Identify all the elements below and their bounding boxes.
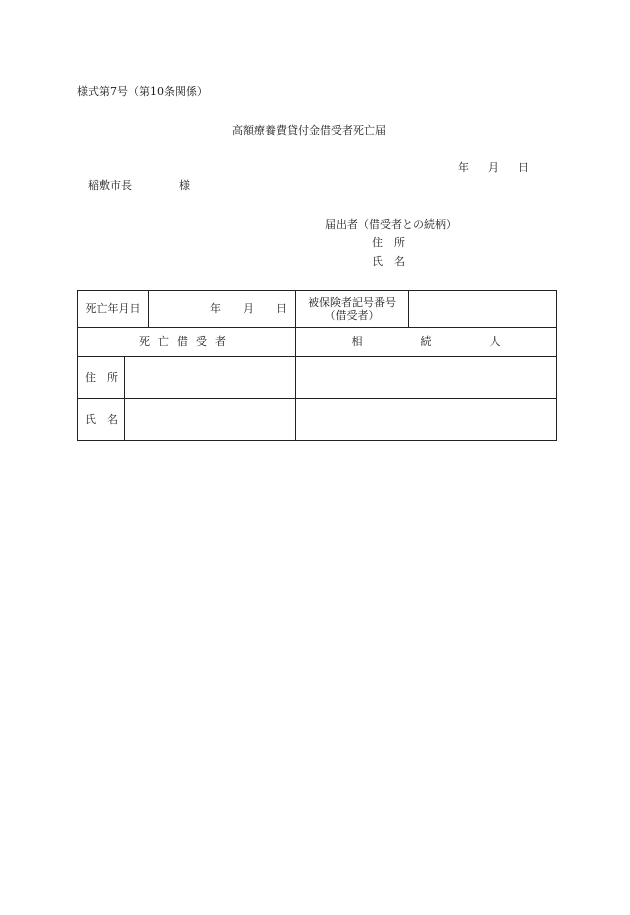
name-label: 氏 名 [78, 399, 125, 441]
applicant-address-label: 住 所 [372, 236, 405, 249]
death-notice-table [77, 290, 557, 441]
addressee [88, 180, 190, 191]
day-label: 日 [518, 161, 529, 174]
applicant-label: 届出者（借受者との続柄） [325, 218, 457, 231]
table-row [78, 357, 557, 399]
addressee-honorific: 様 [179, 179, 190, 192]
deceased-address-field[interactable] [125, 357, 296, 399]
submission-date [458, 162, 529, 173]
addressee-name: 稲敷市長 [88, 179, 132, 192]
death-date-field[interactable]: 年 月 日 [149, 291, 296, 328]
month-label: 月 [488, 161, 499, 174]
heir-header: 相 続 人 [296, 328, 557, 357]
insured-number-label: 被保険者記号番号 （借受者） [296, 291, 409, 328]
table-row [78, 399, 557, 441]
table-row [78, 291, 557, 328]
deceased-name-field[interactable] [125, 399, 296, 441]
table-row [78, 328, 557, 357]
heir-address-field[interactable] [296, 357, 557, 399]
form-number: 様式第7号（第10条関係） [77, 85, 208, 98]
deceased-header: 死亡借受者 [78, 328, 296, 357]
address-label: 住 所 [78, 357, 125, 399]
insured-number-field[interactable] [409, 291, 557, 328]
document-title: 高額療養費貸付金借受者死亡届 [232, 124, 386, 137]
heir-name-field[interactable] [296, 399, 557, 441]
applicant-name-label: 氏 名 [372, 255, 405, 268]
year-label: 年 [458, 161, 469, 174]
death-date-label: 死亡年月日 [78, 291, 149, 328]
